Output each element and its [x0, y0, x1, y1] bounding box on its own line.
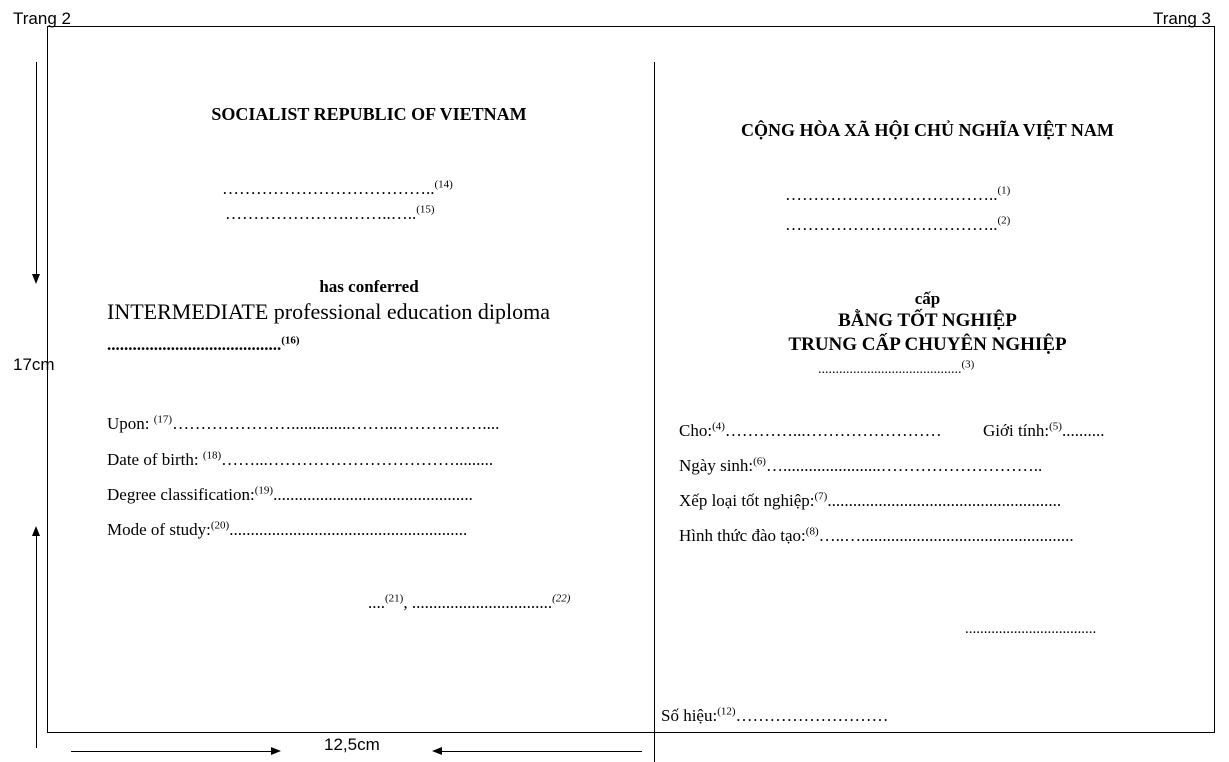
- place-date-line: ....$^{(21)}$, .................................$^{(22)}$: [368, 592, 571, 612]
- left-title: SOCIALIST REPUBLIC OF VIETNAM: [211, 104, 527, 124]
- field-mode-of-study: Mode of study:$^{(20)}$........................................................: [107, 519, 468, 539]
- field-xep-loai: Xếp loại tốt nghiệp:$^{(7)}$.......................................................: [679, 490, 1062, 510]
- so-hieu-field: Số hiệu:$^{(12)}$………………………: [661, 705, 889, 725]
- width-dimension-label: 12,5cm: [324, 735, 380, 754]
- right-title: CỘNG HÒA XÃ HỘI CHỦ NGHĨA VIỆT NAM: [741, 120, 1114, 140]
- diploma-name-en: INTERMEDIATE professional education diploma: [107, 299, 550, 324]
- cap-text: cấp: [914, 289, 941, 308]
- field-ngay-sinh: Ngày sinh:$^{(6)}$….......................………………………..: [679, 455, 1043, 475]
- field-gioi-tinh: Giới tính:$^{(5)}$..........: [983, 420, 1105, 440]
- right-line-2: ………………………………..$^{(2)}$: [785, 214, 1011, 234]
- field-hinh-thuc: Hình thức đào tạo:$^{(8)}$…..…..................................................: [679, 525, 1074, 545]
- right-line-1: ………………………………..$^{(1)}$: [785, 184, 1011, 204]
- left-line-14: ………………………………..$^{(14)}$: [222, 178, 453, 198]
- field-cho: Cho:$^{(4)}$…………...……………………: [679, 420, 942, 440]
- field-degree-classification: Degree classification:$^{(19)}$...............................................: [107, 484, 473, 504]
- arrow-right-icon: [271, 747, 281, 755]
- page-label-right: Trang 3: [1153, 9, 1211, 28]
- arrow-up-icon: [32, 526, 40, 536]
- left-line-15: ………………….……..…..$^{(15)}$: [225, 203, 435, 223]
- width-arrow-right-line: [442, 751, 642, 752]
- arrow-left-icon: [432, 747, 442, 755]
- width-arrow-left-line: [71, 751, 271, 752]
- right-line-3: .........................................$^{(3)}$: [818, 358, 975, 377]
- arrow-down-icon: [32, 274, 40, 284]
- signature-line: ...................................: [965, 621, 1097, 637]
- height-arrow-bottom-line: [36, 536, 37, 748]
- page-divider: [654, 62, 655, 762]
- field-date-of-birth: Date of birth: $^{(18)}$……...…………………………….........: [107, 449, 494, 469]
- field-upon: Upon: $^{(17)}$…………………..............……...……………....: [107, 413, 500, 433]
- has-conferred-text: has conferred: [319, 277, 419, 296]
- left-line-16: .........................................$^{(16)}$: [107, 334, 300, 354]
- diploma-title-vi-line1: BẰNG TỐT NGHIỆP: [838, 310, 1017, 331]
- diploma-title-vi-line2: TRUNG CẤP CHUYÊN NGHIỆP: [788, 334, 1067, 355]
- height-arrow-top-line: [36, 62, 37, 274]
- page-label-left: Trang 2: [13, 9, 71, 28]
- height-dimension-label: 17cm: [13, 355, 55, 374]
